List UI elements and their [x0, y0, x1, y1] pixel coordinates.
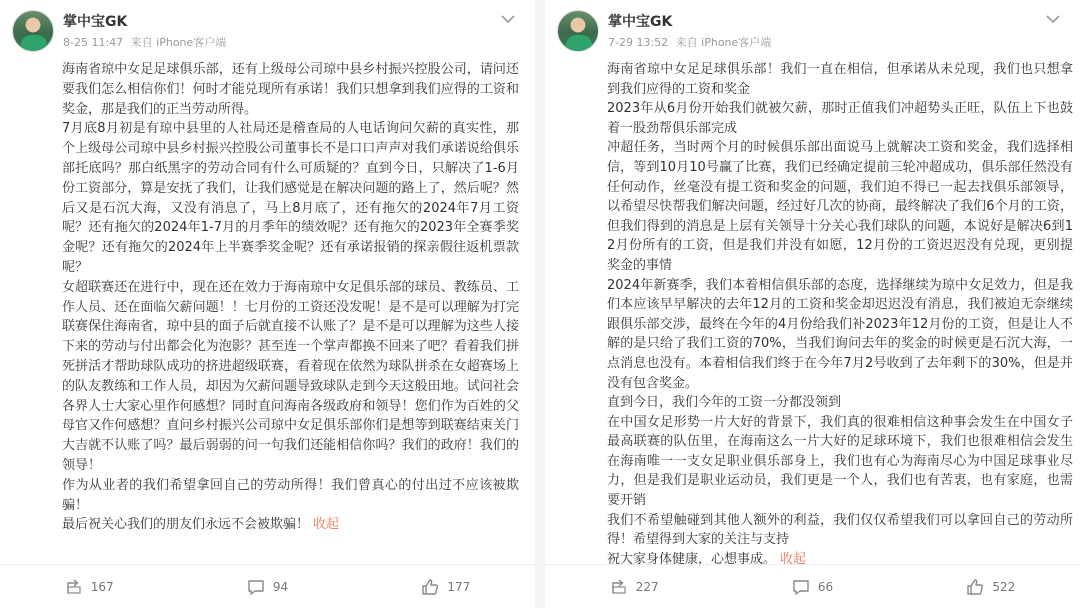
repost-button[interactable] [0, 578, 178, 596]
post-paragraph: 我们不希望触碰到其他人额外的利益，我们仅仅希望我们可以拿回自己的劳动所得！希望得到大家的关注与支持 [607, 512, 1073, 548]
comment-icon [247, 578, 265, 596]
chevron-down-icon[interactable] [1046, 14, 1060, 24]
weibo-post-right [545, 0, 1080, 608]
action-bar [545, 564, 1080, 608]
post-paragraph: 7月底8月初是有琼中县里的人社局还是稽查局的人电话询问欠薪的真实性，那个上级母公司琼中县乡村振兴控股公司董事长不是口口声声对我们承诺说给俱乐部托底吗？那白纸黑字的劳动合同有什么可质疑的？直到今日，只解决了1-6月份工资部分，算是安抚了我们，让我们感觉是在解决问题的路上了，然后呢？然后又是石沉大海，又没有消息了，马上8月底了，还有拖欠的2024年7月工资呢？还有拖欠的2024年1-7月的月季年的绩效呢？还有拖欠的2023年全赛季奖金呢？还有拖欠的2024年上半赛季奖金呢？还有承诺报销的探亲假往返机票款呢？ [62, 121, 519, 275]
username[interactable]: 掌中宝GK [63, 14, 128, 30]
post-source: 来自 iPhone客户端 [130, 36, 227, 49]
post-paragraph: 在中国女足形势一片大好的背景下，我们真的很难相信这种事会发生在中国女子最高联赛的队伍里，在海南这么一片大好的足球环境下，我们也很难相信会发生在海南唯一一支女足职业俱乐部身上，我们也有心为海南尽心为中国足球事业尽力，但是我们是职业运动员，我们更是一个人，我们也有苦衷，也有家庭，也需要开销 [607, 414, 1073, 509]
like-count: 177 [447, 579, 471, 594]
post-content [62, 60, 519, 535]
post-time[interactable]: 7-29 13:52 [608, 36, 669, 49]
like-button[interactable] [357, 578, 535, 596]
chevron-down-icon[interactable] [501, 14, 515, 24]
repost-icon [65, 578, 83, 596]
comment-count: 66 [817, 579, 834, 594]
post-paragraph: 2024年新赛季，我们本着相信俱乐部的态度，选择继续为琼中女足效力，但是我们本应该早早解决的去年12月的工资和奖金却迟迟没有消息，我们被迫无奈继续跟俱乐部交涉，最终在今年的4月份给我们补2023年12月份的工资，但是让人不解的是只给了我们工资的70%，当我们询问去年的奖金的时候更是石沉大海，一点消息也没有。本着相信我们终于在今年7月2号收到了去年剩下的30%，但是并没有包含奖金。 [607, 277, 1073, 391]
comment-button[interactable] [178, 578, 356, 596]
collapse-link[interactable]: 收起 [780, 551, 807, 567]
post-content [607, 60, 1073, 569]
avatar[interactable] [557, 10, 599, 52]
post-paragraph: 作为从业者的我们希望拿回自己的劳动所得！我们曾真心的付出过不应该被欺骗！ [62, 477, 519, 513]
post-paragraph: 海南省琼中女足足球俱乐部！我们一直在相信，但承诺从未兑现，我们也只想拿到我们应得的工资和奖金 [607, 62, 1073, 97]
comment-button[interactable] [723, 578, 901, 596]
post-paragraph-last [62, 515, 519, 535]
repost-count: 167 [90, 579, 114, 594]
comment-count: 94 [272, 579, 289, 594]
post-paragraph: 直到今日，我们今年的工资一分都没领到 [607, 395, 842, 411]
post-paragraph: 最后祝关心我们的朋友们永远不会被欺骗！ [62, 517, 310, 533]
post-meta [63, 34, 230, 50]
post-paragraph: 海南省琼中女足足球俱乐部，还有上级母公司琼中县乡村振兴控股公司，请问还要我们怎么相信你们！何时才能兑现所有承诺！我们只想拿到我们应得的工资和奖金，那是我们的正当劳动所得。 [62, 62, 519, 117]
username[interactable]: 掌中宝GK [608, 14, 673, 30]
weibo-post-left [0, 0, 535, 608]
collapse-link[interactable]: 收起 [313, 517, 340, 533]
post-time[interactable]: 8-25 11:47 [63, 36, 124, 49]
comment-icon [792, 578, 810, 596]
post-paragraph: 2023年从6月份开始我们就被欠薪，那时正值我们冲超势头正旺，队伍上下也鼓着一股劲帮俱乐部完成 [607, 101, 1073, 136]
like-icon [421, 578, 439, 596]
post-paragraph: 冲超任务，当时两个月的时候俱乐部出面说马上就解决工资和奖金，我们选择相信，等到10月10号赢了比赛，我们已经确定提前三轮冲超成功，俱乐部任然没有任何动作，丝毫没有提工资和奖金的问题，我们迫不得已一起去找俱乐部领导，以希望尽快帮我们解决问题，经过好几次的协商，最终解决了我们6个月的工资，但我们得到的消息是上层有关领导十分关心我们球队的问题，本说好是解决6到12月份所有的工资，但是我们并没有如愿，12月份的工资迟迟没有兑现，更别提奖金的事情 [607, 140, 1073, 273]
avatar[interactable] [12, 10, 54, 52]
like-count: 522 [992, 579, 1016, 594]
repost-count: 227 [635, 579, 659, 594]
post-meta [608, 34, 775, 50]
like-icon [966, 578, 984, 596]
post-source: 来自 iPhone客户端 [675, 36, 772, 49]
like-button[interactable] [902, 578, 1080, 596]
post-paragraph: 祝大家身体健康，心想事成。 [607, 551, 777, 567]
post-paragraph: 女超联赛还在进行中，现在还在效力于海南琼中女足俱乐部的球员、教练员、工作人员、还在面临欠薪问题！！七月份的工资还没发呢！是不是可以理解为打完联赛保住海南省，琼中县的面子后就直接不认账了？是不是可以理解为这些人接下来的劳动与付出都会化为泡影？甚至连一个掌声都换不回来了吧？看着我们拼死拼活才帮助球队成功的挤进超级联赛，看着现在依然为球队拼杀在女超赛场上的队友教练和工作人员，却因为欠薪问题导致球队走到今天这般田地。试问社会各界人士大家心里作何感想？同时直问海南各级政府和领导！您们作为百姓的父母官又作何感想？直问乡村振兴公司琼中女足俱乐部你们是想等到联赛结束关门大吉就不认账了吗？最后弱弱的问一句我们还能相信你吗？我们的政府！我们的领导！ [62, 279, 519, 473]
repost-icon [610, 578, 628, 596]
repost-button[interactable] [545, 578, 723, 596]
action-bar [0, 564, 535, 608]
